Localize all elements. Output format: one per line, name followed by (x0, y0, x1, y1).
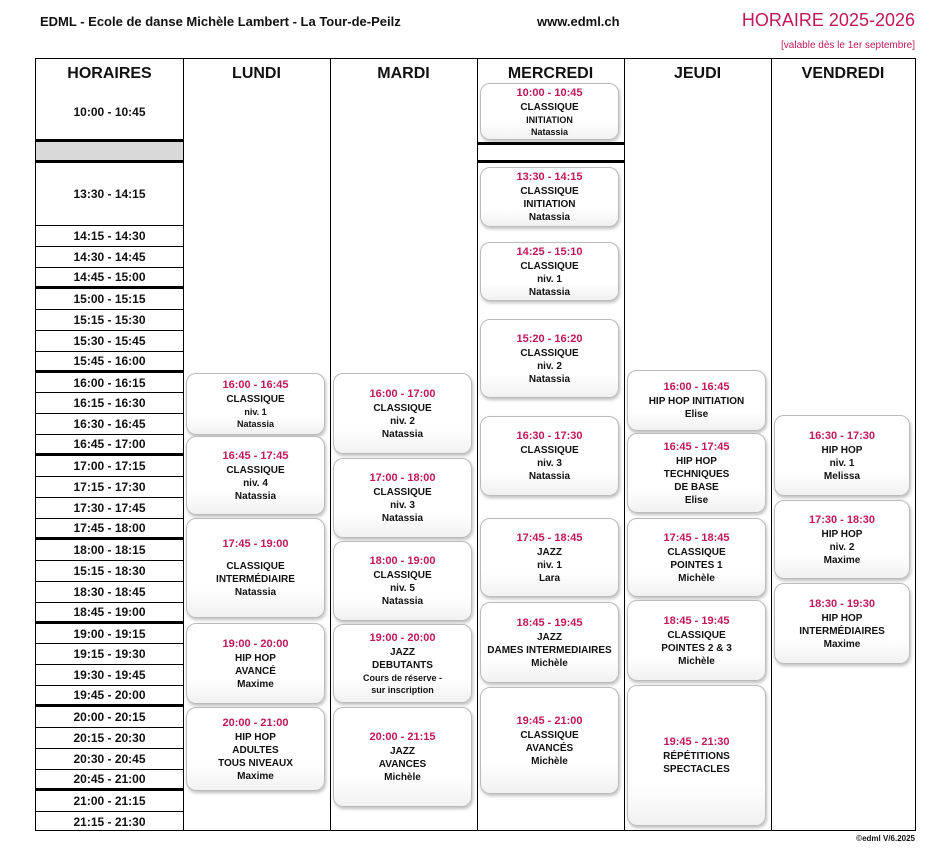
class-time: 16:45 - 17:45 (222, 449, 289, 462)
class-detail: Natassia (234, 587, 277, 598)
class-detail: JAZZ (390, 647, 415, 658)
class-card-vendredi[interactable] (774, 415, 910, 496)
time-slot: 17:15 - 17:30 (36, 477, 183, 498)
time-slot: 17:30 - 17:45 (36, 498, 183, 519)
class-detail: CLASSIQUE (520, 260, 579, 272)
class-time: 19:00 - 20:00 (222, 637, 289, 650)
class-detail: HIP HOP INITIATION (648, 396, 745, 407)
class-detail: HIP HOP (235, 731, 276, 743)
time-slot: 17:00 - 17:15 (36, 456, 183, 477)
time-slot: 19:15 - 19:30 (36, 644, 183, 665)
class-detail: CLASSIQUE (373, 570, 432, 581)
time-slot: 10:00 - 10:45 (36, 84, 183, 142)
class-detail: Michèle (678, 572, 715, 584)
class-detail: Natassia (381, 428, 424, 440)
schedule-title: HORAIRE 2025-2026 (741, 10, 915, 30)
class-detail: HIP HOP (676, 455, 717, 467)
class-detail: INTERMÉDIAIRE (216, 574, 295, 585)
class-detail: Elise (684, 409, 709, 420)
class-detail: Natassia (381, 513, 424, 524)
footer-version: ©edml V/6.2025 (856, 834, 915, 843)
class-detail: Lara (538, 572, 561, 584)
class-detail: CLASSIQUE (667, 546, 726, 558)
class-detail: CLASSIQUE (373, 487, 432, 498)
class-card-mercredi[interactable] (480, 687, 619, 794)
class-card-jeudi[interactable] (627, 370, 766, 431)
time-slot: 20:30 - 20:45 (36, 749, 183, 770)
class-time: 18:00 - 19:00 (369, 555, 436, 567)
class-detail: CLASSIQUE (226, 464, 285, 476)
class-detail: JAZZ (390, 746, 415, 757)
class-card-jeudi[interactable] (627, 518, 766, 597)
class-detail: Natassia (381, 596, 424, 607)
class-detail: niv. 4 (243, 477, 268, 489)
class-time: 16:00 - 16:45 (663, 381, 730, 393)
class-card-mardi[interactable] (333, 624, 472, 703)
class-detail: Michèle (384, 772, 421, 783)
time-slot: 20:45 - 21:00 (36, 770, 183, 791)
time-slot: 19:00 - 19:15 (36, 624, 183, 644)
class-time: 19:45 - 21:30 (663, 736, 730, 748)
time-slot: 20:15 - 20:30 (36, 728, 183, 749)
class-detail: HIP HOP (821, 612, 863, 624)
time-slot: 18:45 - 19:00 (36, 603, 183, 624)
class-detail: niv. 5 (390, 583, 415, 594)
time-slot: 15:15 - 18:30 (36, 561, 183, 582)
class-time: 17:45 - 19:00 (222, 538, 289, 550)
class-detail: INITIATION (523, 199, 576, 210)
class-time: 17:30 - 18:30 (808, 513, 876, 526)
class-detail: Natassia (528, 212, 571, 223)
time-slot: 18:00 - 18:15 (36, 540, 183, 561)
class-detail: POINTES 2 & 3 (661, 642, 732, 654)
class-time: 17:45 - 18:45 (516, 531, 583, 544)
column-divider (477, 59, 478, 830)
class-detail: AVANCES (378, 759, 427, 770)
time-slot: 13:30 - 14:15 (36, 163, 183, 226)
class-detail: TOUS NIVEAUX (218, 757, 293, 769)
class-detail: HIP HOP (821, 528, 863, 540)
class-card-mercredi[interactable] (480, 518, 619, 597)
time-slot: 16:45 - 17:00 (36, 435, 183, 456)
schedule-grid (35, 58, 916, 831)
column-divider (183, 59, 184, 830)
class-time: 16:30 - 17:30 (808, 429, 876, 442)
class-detail: CLASSIQUE (520, 186, 579, 197)
class-detail: CLASSIQUE (520, 347, 579, 359)
class-detail: Michèle (531, 755, 568, 767)
class-time: 10:00 - 10:45 (516, 86, 583, 99)
class-detail: Elise (684, 494, 709, 506)
time-slot: 14:15 - 14:30 (36, 226, 183, 247)
class-detail: DAMES INTERMEDIAIRES (487, 644, 612, 656)
class-detail: Michèle (531, 657, 568, 669)
class-card-mercredi[interactable] (480, 167, 619, 227)
class-time: 18:45 - 19:45 (663, 614, 730, 627)
class-detail: niv. 2 (537, 360, 562, 372)
class-detail: JAZZ (537, 631, 562, 643)
class-detail: Maxime (823, 554, 861, 566)
column-header-vendredi: VENDREDI (801, 65, 885, 82)
class-time: 14:25 - 15:10 (516, 245, 583, 258)
class-card-mardi[interactable] (333, 541, 472, 621)
column-divider (624, 59, 625, 830)
time-slot: 19:30 - 19:45 (36, 665, 183, 686)
class-card-mercredi[interactable] (480, 602, 619, 683)
class-card-mardi[interactable] (333, 707, 472, 807)
column-header-jeudi: JEUDI (673, 65, 722, 82)
class-card-mercredi[interactable] (480, 319, 619, 398)
class-detail: Natassia (528, 286, 571, 298)
class-detail: niv. 1 (244, 407, 267, 417)
column-divider (330, 59, 331, 830)
time-slot: 15:00 - 15:15 (36, 289, 183, 310)
break-line (477, 160, 624, 163)
time-slot: 16:30 - 16:45 (36, 414, 183, 435)
class-time: 19:00 - 20:00 (369, 632, 436, 644)
class-detail: Natassia (234, 490, 277, 502)
class-time: 20:00 - 21:15 (369, 731, 436, 743)
class-detail: INITIATION (526, 114, 573, 125)
column-header-mardi: MARDI (377, 65, 430, 82)
class-detail: niv. 2 (390, 415, 415, 427)
class-card-mercredi[interactable] (480, 242, 619, 301)
class-time: 17:00 - 18:00 (369, 472, 436, 484)
class-card-lundi[interactable] (186, 707, 325, 791)
class-detail: CLASSIQUE (226, 394, 285, 405)
class-detail: TECHNIQUES (663, 468, 730, 480)
column-divider (771, 59, 772, 830)
time-slot: 15:45 - 16:00 (36, 352, 183, 373)
class-detail: SPECTACLES (663, 764, 730, 775)
website-link[interactable]: www.edml.ch (537, 14, 620, 29)
class-detail: Maxime (823, 638, 861, 650)
lunch-break-row (36, 142, 183, 163)
class-detail: sur inscription (371, 685, 434, 695)
class-card-lundi[interactable] (186, 436, 325, 515)
time-slot: 16:00 - 16:15 (36, 373, 183, 393)
class-detail: CLASSIQUE (520, 101, 579, 113)
class-card-mardi[interactable] (333, 373, 472, 454)
class-time: 16:00 - 16:45 (222, 379, 289, 391)
class-detail: JAZZ (537, 546, 562, 558)
class-time: 18:45 - 19:45 (516, 616, 583, 629)
class-detail: POINTES 1 (670, 559, 723, 571)
class-detail: ADULTES (232, 744, 279, 756)
class-card-jeudi[interactable] (627, 433, 766, 513)
class-detail: CLASSIQUE (226, 561, 285, 572)
time-slot: 14:30 - 14:45 (36, 247, 183, 268)
class-time: 19:45 - 21:00 (516, 714, 583, 727)
class-card-jeudi[interactable] (627, 685, 766, 826)
class-time: 17:45 - 18:45 (663, 531, 730, 544)
class-detail: Maxime (237, 678, 274, 690)
class-detail: DEBUTANTS (372, 660, 433, 671)
class-detail: AVANCÉS (525, 742, 574, 754)
time-slot: 15:30 - 15:45 (36, 331, 183, 352)
class-card-vendredi[interactable] (774, 583, 910, 664)
class-detail: niv. 1 (537, 559, 562, 571)
column-header-lundi: LUNDI (232, 65, 281, 82)
class-time: 16:30 - 17:30 (516, 430, 583, 442)
class-time: 16:00 - 17:00 (369, 387, 436, 400)
class-detail: RÉPÉTITIONS (663, 751, 730, 762)
class-detail: CLASSIQUE (667, 629, 726, 641)
class-detail: Cours de réserve - (362, 673, 443, 683)
class-detail: niv. 1 (829, 457, 855, 469)
class-detail: INTERMÉDIAIRES (799, 625, 885, 637)
time-slot: 15:15 - 15:30 (36, 310, 183, 331)
class-detail: CLASSIQUE (373, 402, 432, 414)
class-detail: Maxime (237, 770, 274, 782)
time-slot: 18:30 - 18:45 (36, 582, 183, 603)
class-detail: AVANCÉ (235, 665, 276, 677)
time-slot: 21:00 - 21:15 (36, 791, 183, 812)
class-time: 20:00 - 21:00 (222, 716, 289, 729)
column-header-mercredi: MERCREDI (507, 65, 594, 82)
class-detail: niv. 3 (537, 458, 562, 469)
class-card-lundi[interactable] (186, 373, 325, 435)
class-card-mercredi[interactable] (480, 416, 619, 496)
class-card-lundi[interactable] (186, 518, 325, 618)
time-slot: 19:45 - 20:00 (36, 686, 183, 707)
class-time: 15:20 - 16:20 (516, 332, 583, 345)
time-slot: 16:15 - 16:30 (36, 393, 183, 414)
class-detail: Natassia (236, 419, 275, 429)
class-detail: niv. 2 (829, 541, 855, 553)
class-detail: Natassia (530, 126, 569, 137)
class-detail: DE BASE (674, 481, 719, 493)
class-detail: HIP HOP (235, 652, 276, 664)
class-detail: CLASSIQUE (520, 445, 579, 456)
class-detail: Melissa (823, 470, 861, 482)
class-detail: Natassia (528, 471, 571, 482)
time-slot: 17:45 - 18:00 (36, 519, 183, 540)
class-detail: Natassia (528, 373, 571, 385)
school-name: EDML - Ecole de danse Michèle Lambert - La Tour-de-Peilz (40, 14, 401, 29)
class-detail: niv. 3 (390, 500, 415, 511)
class-detail: niv. 1 (537, 273, 562, 285)
class-card-jeudi[interactable] (627, 600, 766, 681)
class-detail: Michèle (678, 655, 715, 667)
column-header-horaires: HORAIRES (67, 65, 152, 82)
time-slot: 21:15 - 21:30 (73, 815, 146, 829)
class-time: 13:30 - 14:15 (516, 171, 583, 183)
time-slot: 14:45 - 15:00 (36, 268, 183, 289)
class-time: 16:45 - 17:45 (663, 440, 730, 453)
break-line (477, 142, 624, 145)
class-detail: CLASSIQUE (520, 729, 579, 741)
class-card-vendredi[interactable] (774, 500, 910, 579)
class-card-mardi[interactable] (333, 458, 472, 538)
class-card-mercredi[interactable] (480, 83, 619, 140)
class-detail: HIP HOP (821, 444, 863, 456)
class-card-lundi[interactable] (186, 623, 325, 704)
validity-note: [valable dès le 1er septembre] (781, 40, 915, 51)
class-time: 18:30 - 19:30 (808, 597, 876, 610)
time-slot: 20:00 - 20:15 (36, 707, 183, 728)
